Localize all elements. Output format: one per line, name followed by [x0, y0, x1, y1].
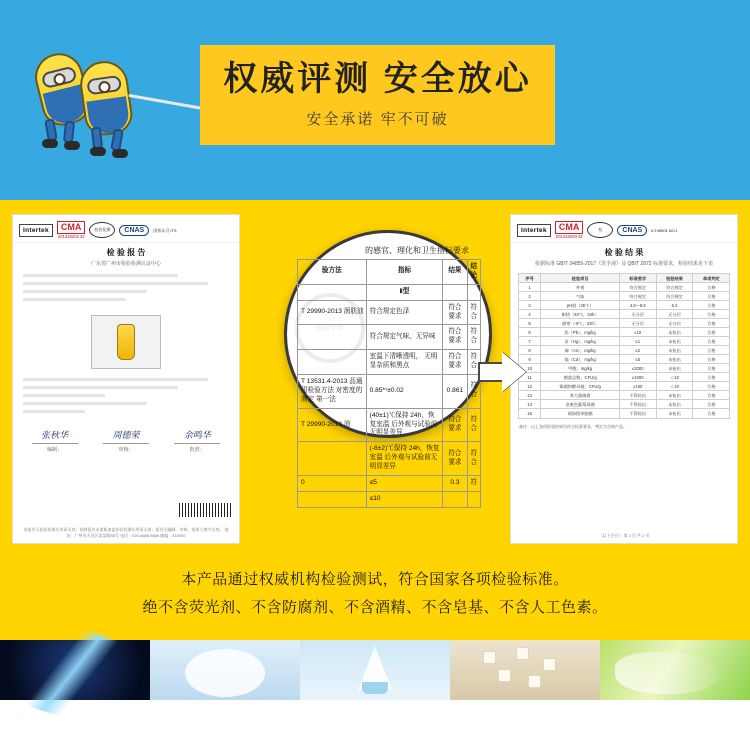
table-row: [518, 310, 729, 319]
magnifier-cell: 符合: [467, 442, 480, 476]
mag-col-0: 验方法: [298, 260, 367, 285]
table-row: [518, 409, 729, 418]
soft-foam-sample: [150, 640, 300, 700]
table-cell: 4: [518, 310, 541, 319]
table-cell: 2: [518, 292, 541, 301]
certificate-logos-left: [13, 215, 239, 243]
table-cell: 合格: [693, 355, 730, 364]
magnifier-cell: (-8±2)℃保持 24h，恢复室温 后外观与试验前无明显差异: [366, 442, 443, 476]
table-cell: 菌落总数，CFU/g: [541, 373, 619, 382]
cma-logo: CMA: [555, 221, 584, 234]
table-row: [518, 319, 729, 328]
magnifier-cell: 符合要求: [443, 442, 467, 476]
table-cell: ≤1000: [619, 373, 656, 382]
magnifier-cell: 符合: [467, 350, 480, 375]
table-cell: 6.2: [656, 301, 693, 310]
bottom-image-strip: [0, 640, 750, 700]
table-cell: 镉（Cd），mg/kg: [541, 355, 619, 364]
table-cell: 符合规定: [619, 292, 656, 301]
signature-name: 余鸣华: [183, 430, 211, 440]
certificate-conclusion-left: [13, 374, 239, 422]
magnifier-cell: 符合要求: [443, 408, 467, 442]
magnifier-cell: 0: [298, 476, 367, 492]
cma-number: 201319203 32: [57, 234, 85, 239]
table-cell: 1: [518, 283, 541, 292]
table-cell: 符合规定: [619, 283, 656, 292]
table-cell: 合格: [693, 400, 730, 409]
table-cell: 不得检出: [619, 400, 656, 409]
table-cell: 合格: [693, 283, 730, 292]
magnifier-cell: 0.861: [443, 375, 467, 409]
caption-line-1: 本产品通过权威机构检验测试，符合国家各项检验标准。: [181, 571, 569, 588]
signature-name: 张秋华: [41, 430, 69, 440]
table-cell: 外观: [541, 283, 619, 292]
table-cell: 13: [518, 391, 541, 400]
table-cell: 未检出: [656, 346, 693, 355]
certificate-subtitle-right: 依据标准 GB/T 34855-2017《洗手液》及 QB/T 2872 标准要求，检验结果见下表: [535, 261, 713, 267]
magnifier-cell: 符: [467, 476, 480, 492]
magnifier-cell: 符合规定色泽: [366, 300, 443, 325]
table-cell: 7: [518, 337, 541, 346]
cma-logo: CMA: [57, 221, 86, 234]
table-cell: ≤2000: [619, 364, 656, 373]
results-col-0: 序号: [518, 274, 541, 283]
sample-photo: [91, 315, 161, 369]
inspection-seal-icon: 检: [587, 222, 613, 238]
magnifier-row: [298, 350, 481, 375]
certificate-row: [12, 214, 738, 544]
certificate-section: [0, 200, 750, 640]
banner-title: 权威评测 安全放心: [223, 59, 532, 98]
uv-light-test: [0, 640, 150, 700]
table-cell: ≤100: [619, 382, 656, 391]
magnifier-cell: 符合要求: [443, 300, 467, 325]
certificate-footer-left: 本报告无检验检测专用章无效；复制报告未重新加盖检验检测专用章无效；报告无编制、审核、批准人签字无效。 地址：广州市天河区某某路88号 电话：020-8888 8888 邮编：510000: [23, 527, 229, 538]
magnifier-cell: 符合: [467, 300, 480, 325]
table-row: [518, 292, 729, 301]
table-cell: 4.0～8.5: [619, 301, 656, 310]
magnifier-cell: [298, 491, 367, 507]
table-cell: 10: [518, 364, 541, 373]
certificate-title-left: 检 验 报 告: [106, 248, 146, 257]
table-cell: 无分层: [619, 310, 656, 319]
table-row: [518, 355, 729, 364]
table-cell: 合格: [693, 364, 730, 373]
intertek-logo: Intertek: [19, 224, 53, 237]
magnifier-header: 的感官、理化和卫生指标要求: [365, 246, 469, 255]
magnifier-lens: [284, 230, 492, 502]
table-cell: 符合规定: [656, 292, 693, 301]
table-row: [518, 328, 729, 337]
table-cell: 未检出: [656, 364, 693, 373]
table-cell: 合格: [693, 382, 730, 391]
table-cell: ≤5: [619, 355, 656, 364]
table-cell: 14: [518, 400, 541, 409]
magnifier-cell: 0.85*¹±0.02: [366, 375, 443, 409]
accreditation-mark: 国家认可 ITS: [153, 227, 177, 233]
table-cell: pH值（25℃）: [541, 301, 619, 310]
magnifier-cell: 0.3: [443, 476, 467, 492]
magnifier-cell: 符合要求: [443, 350, 467, 375]
signature-row: [13, 428, 239, 453]
table-cell: ≤2: [619, 346, 656, 355]
table-cell: 未检出: [656, 409, 693, 418]
cma-number: 201319203 32: [555, 234, 583, 239]
signature-label: 编制：: [47, 447, 63, 453]
table-cell: 无分层: [619, 319, 656, 328]
table-cell: ≤1: [619, 337, 656, 346]
magnifier-row: [298, 442, 481, 476]
magnifier-table: [297, 259, 481, 508]
table-cell: 合格: [693, 409, 730, 418]
signature-name: 周德荣: [112, 430, 140, 440]
table-cell: 合格: [693, 346, 730, 355]
table-cell: 无分层: [656, 310, 693, 319]
banner-subtitle: 安全承诺 牢不可破: [306, 111, 449, 129]
table-cell: 6: [518, 328, 541, 337]
table-cell: 12: [518, 382, 541, 391]
magnifier-cell: T 29990-2013 油: [298, 408, 367, 442]
magnifier-row: [298, 476, 481, 492]
table-cell: 合格: [693, 310, 730, 319]
table-cell: 合格: [693, 301, 730, 310]
signature-label: 审核：: [118, 447, 134, 453]
table-cell: 合格: [693, 391, 730, 400]
table-row: [518, 382, 729, 391]
magnifier-cell: 符合规定气味，无异味: [366, 325, 443, 350]
magnifier-row: [298, 375, 481, 409]
certificate-caption: [12, 544, 738, 622]
table-cell: 合格: [693, 337, 730, 346]
magnifier-row: [298, 325, 481, 350]
table-cell: 铜绿假单胞菌: [541, 409, 619, 418]
table-row: [518, 391, 729, 400]
table-cell: 未检出: [656, 337, 693, 346]
magnifier-cell: [298, 442, 367, 476]
results-col-3: 检验结果: [656, 274, 693, 283]
caption-line-2: 绝不含荧光剂、不含防腐剂、不含酒精、不含皂基、不含人工色素。: [142, 598, 608, 616]
table-cell: 11: [518, 373, 541, 382]
table-row: [518, 400, 729, 409]
magnifier-cell: ≤5: [366, 476, 443, 492]
cnas-logo: CNAS: [617, 225, 647, 236]
table-cell: 未检出: [656, 391, 693, 400]
top-banner: [0, 0, 750, 200]
barcode-icon: [179, 503, 231, 517]
mag-type-row: Ⅱ型: [366, 284, 443, 300]
magnifier-row: [298, 491, 481, 507]
signature-label: 批准：: [189, 447, 205, 453]
watermark: 检验专用: [295, 293, 365, 363]
table-cell: 不得检出: [619, 409, 656, 418]
table-cell: 气味: [541, 292, 619, 301]
table-cell: ＜10: [656, 373, 693, 382]
magnifier-cell: ≤10: [366, 491, 443, 507]
certificate-logos-right: [511, 215, 737, 243]
cnas-logo: CNAS: [119, 225, 149, 236]
table-cell: 5: [518, 319, 541, 328]
certificate-document-right: [510, 214, 738, 544]
table-cell: 合格: [693, 328, 730, 337]
table-cell: 耐寒（-8℃，24h）: [541, 319, 619, 328]
magnifier-cell: [298, 350, 367, 375]
intertek-logo: Intertek: [517, 224, 551, 237]
table-cell: 合格: [693, 292, 730, 301]
table-cell: ≤10: [619, 328, 656, 337]
inspection-seal-icon: 检验检测: [89, 222, 115, 238]
mag-col-3: 结论: [467, 260, 480, 285]
table-cell: 未检出: [656, 355, 693, 364]
certificate-footer-right: （以下空白） 第 2 页 共 2 页: [598, 533, 650, 538]
bottle-icon: [117, 324, 135, 360]
table-cell: 砷（As），mg/kg: [541, 346, 619, 355]
banner-title-box: [200, 45, 555, 145]
magnifier-cell: 室温下清晰透明， 无明显杂质和黑点: [366, 350, 443, 375]
signature-block: [32, 428, 78, 453]
table-cell: 霉菌和酵母菌，CFU/g: [541, 382, 619, 391]
results-col-1: 检验项目: [541, 274, 619, 283]
table-cell: 未检出: [656, 328, 693, 337]
magnifier-cell: [467, 491, 480, 507]
table-cell: 甲醇，mg/kg: [541, 364, 619, 373]
table-cell: 9: [518, 355, 541, 364]
mag-col-1: 指标: [366, 260, 443, 285]
table-cell: 金黄色葡萄球菌: [541, 400, 619, 409]
table-cell: 汞（Hg），mg/kg: [541, 337, 619, 346]
magnifier-cell: [443, 491, 467, 507]
table-cell: 3: [518, 301, 541, 310]
magnifier-cell: [298, 325, 367, 350]
signature-block: [103, 428, 149, 453]
accreditation-mark: ILT49001 6/C1: [651, 227, 678, 233]
table-cell: 未检出: [656, 400, 693, 409]
magnifier-cell: 符合要求: [443, 325, 467, 350]
table-cell: 15: [518, 409, 541, 418]
table-cell: 不得检出: [619, 391, 656, 400]
lab-flask: [300, 640, 450, 700]
results-note: 备注：以上各项检验结果均符合标准要求，判定为合格产品。: [519, 423, 627, 429]
table-row: [518, 283, 729, 292]
results-col-4: 单项判定: [693, 274, 730, 283]
table-cell: 耐热（40℃，24h）: [541, 310, 619, 319]
minions-illustration: [20, 45, 200, 165]
table-row: [518, 346, 729, 355]
magnifier-cell: (40±1)℃保持 24h，恢复室温 后外观与试验前无明显差异: [366, 408, 443, 442]
table-cell: 符合规定: [656, 283, 693, 292]
table-cell: 8: [518, 346, 541, 355]
sugar-cubes: [450, 640, 600, 700]
certificate-document-left: [12, 214, 240, 544]
aloe-leaf: [600, 640, 750, 700]
table-row: [518, 373, 729, 382]
magnifier-cell: T 29990-2013 润肤油: [298, 300, 367, 325]
certificate-title-right: 检 验 结 果: [604, 248, 644, 257]
results-col-2: 标准要求: [619, 274, 656, 283]
mag-col-2: 结果: [443, 260, 467, 285]
magnifier-cell: 符合: [467, 375, 480, 409]
magnifier-row: [298, 408, 481, 442]
results-table-header-row: [518, 274, 729, 283]
certificate-fields-left: [13, 270, 239, 310]
table-cell: 铅（Pb），mg/kg: [541, 328, 619, 337]
table-row: [518, 337, 729, 346]
magnifier-cell: T 13531.4-2013 品通用检验方法 对密度的测定 第一法: [298, 375, 367, 409]
results-table: [518, 273, 730, 419]
magnifier-cell: 符合: [467, 325, 480, 350]
table-cell: 合格: [693, 319, 730, 328]
table-cell: 无分层: [656, 319, 693, 328]
magnifier-row: [298, 300, 481, 325]
signature-block: [174, 428, 220, 453]
magnifier-cell: 符合: [467, 408, 480, 442]
table-cell: ＜10: [656, 382, 693, 391]
table-cell: 合格: [693, 373, 730, 382]
table-row: [518, 364, 729, 373]
table-cell: 粪大肠菌群: [541, 391, 619, 400]
certificate-subtitle-left: 广东省广州市检验检测认证中心: [90, 261, 161, 267]
table-row: [518, 301, 729, 310]
